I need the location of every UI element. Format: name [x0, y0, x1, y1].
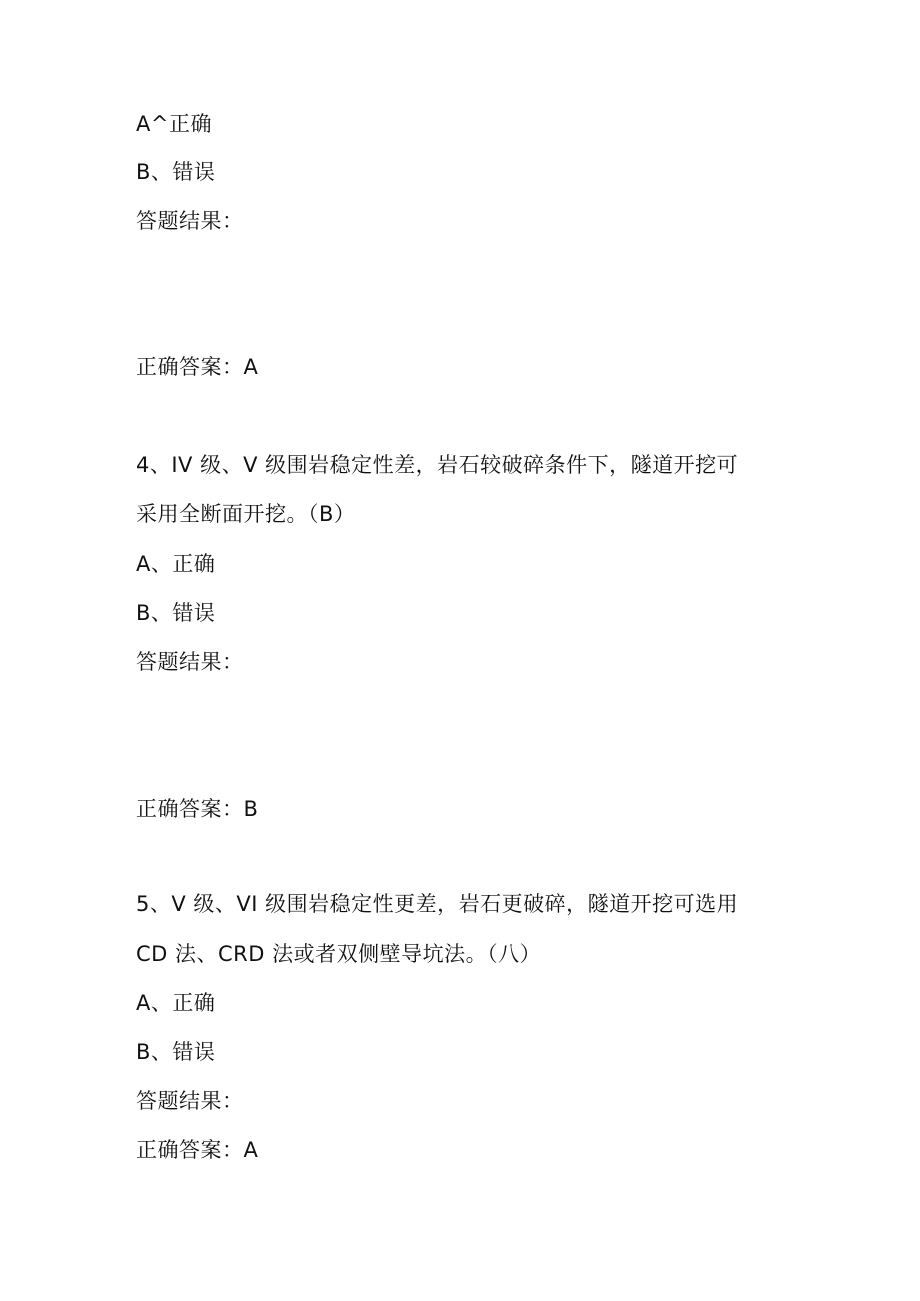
q4-option-a: A、正确	[136, 552, 216, 576]
q4-result-label: 答题结果：	[136, 650, 244, 674]
q3-option-b: B、错误	[136, 160, 216, 184]
q5-question-line1: 5、V 级、VI 级围岩稳定性更差，岩石更破碎，隧道开挖可选用	[136, 892, 739, 916]
q3-correct-answer: 正确答案：A	[136, 355, 259, 379]
q5-result-label: 答题结果：	[136, 1089, 244, 1113]
q4-question-line2: 采用全断面开挖。（B）	[136, 502, 356, 526]
q4-correct-answer: 正确答案：B	[136, 797, 259, 821]
q3-option-a: A^正确	[136, 112, 212, 136]
q3-result-label: 答题结果：	[136, 209, 244, 233]
q4-question-line1: 4、IV 级、V 级围岩稳定性差，岩石较破碎条件下，隧道开挖可	[136, 453, 739, 477]
q5-option-b: B、错误	[136, 1040, 216, 1064]
q5-question-line2: CD 法、CRD 法或者双侧壁导坑法。（八）	[136, 942, 542, 966]
q4-option-b: B、错误	[136, 601, 216, 625]
q5-correct-answer: 正确答案：A	[136, 1138, 259, 1162]
q5-option-a: A、正确	[136, 991, 216, 1015]
